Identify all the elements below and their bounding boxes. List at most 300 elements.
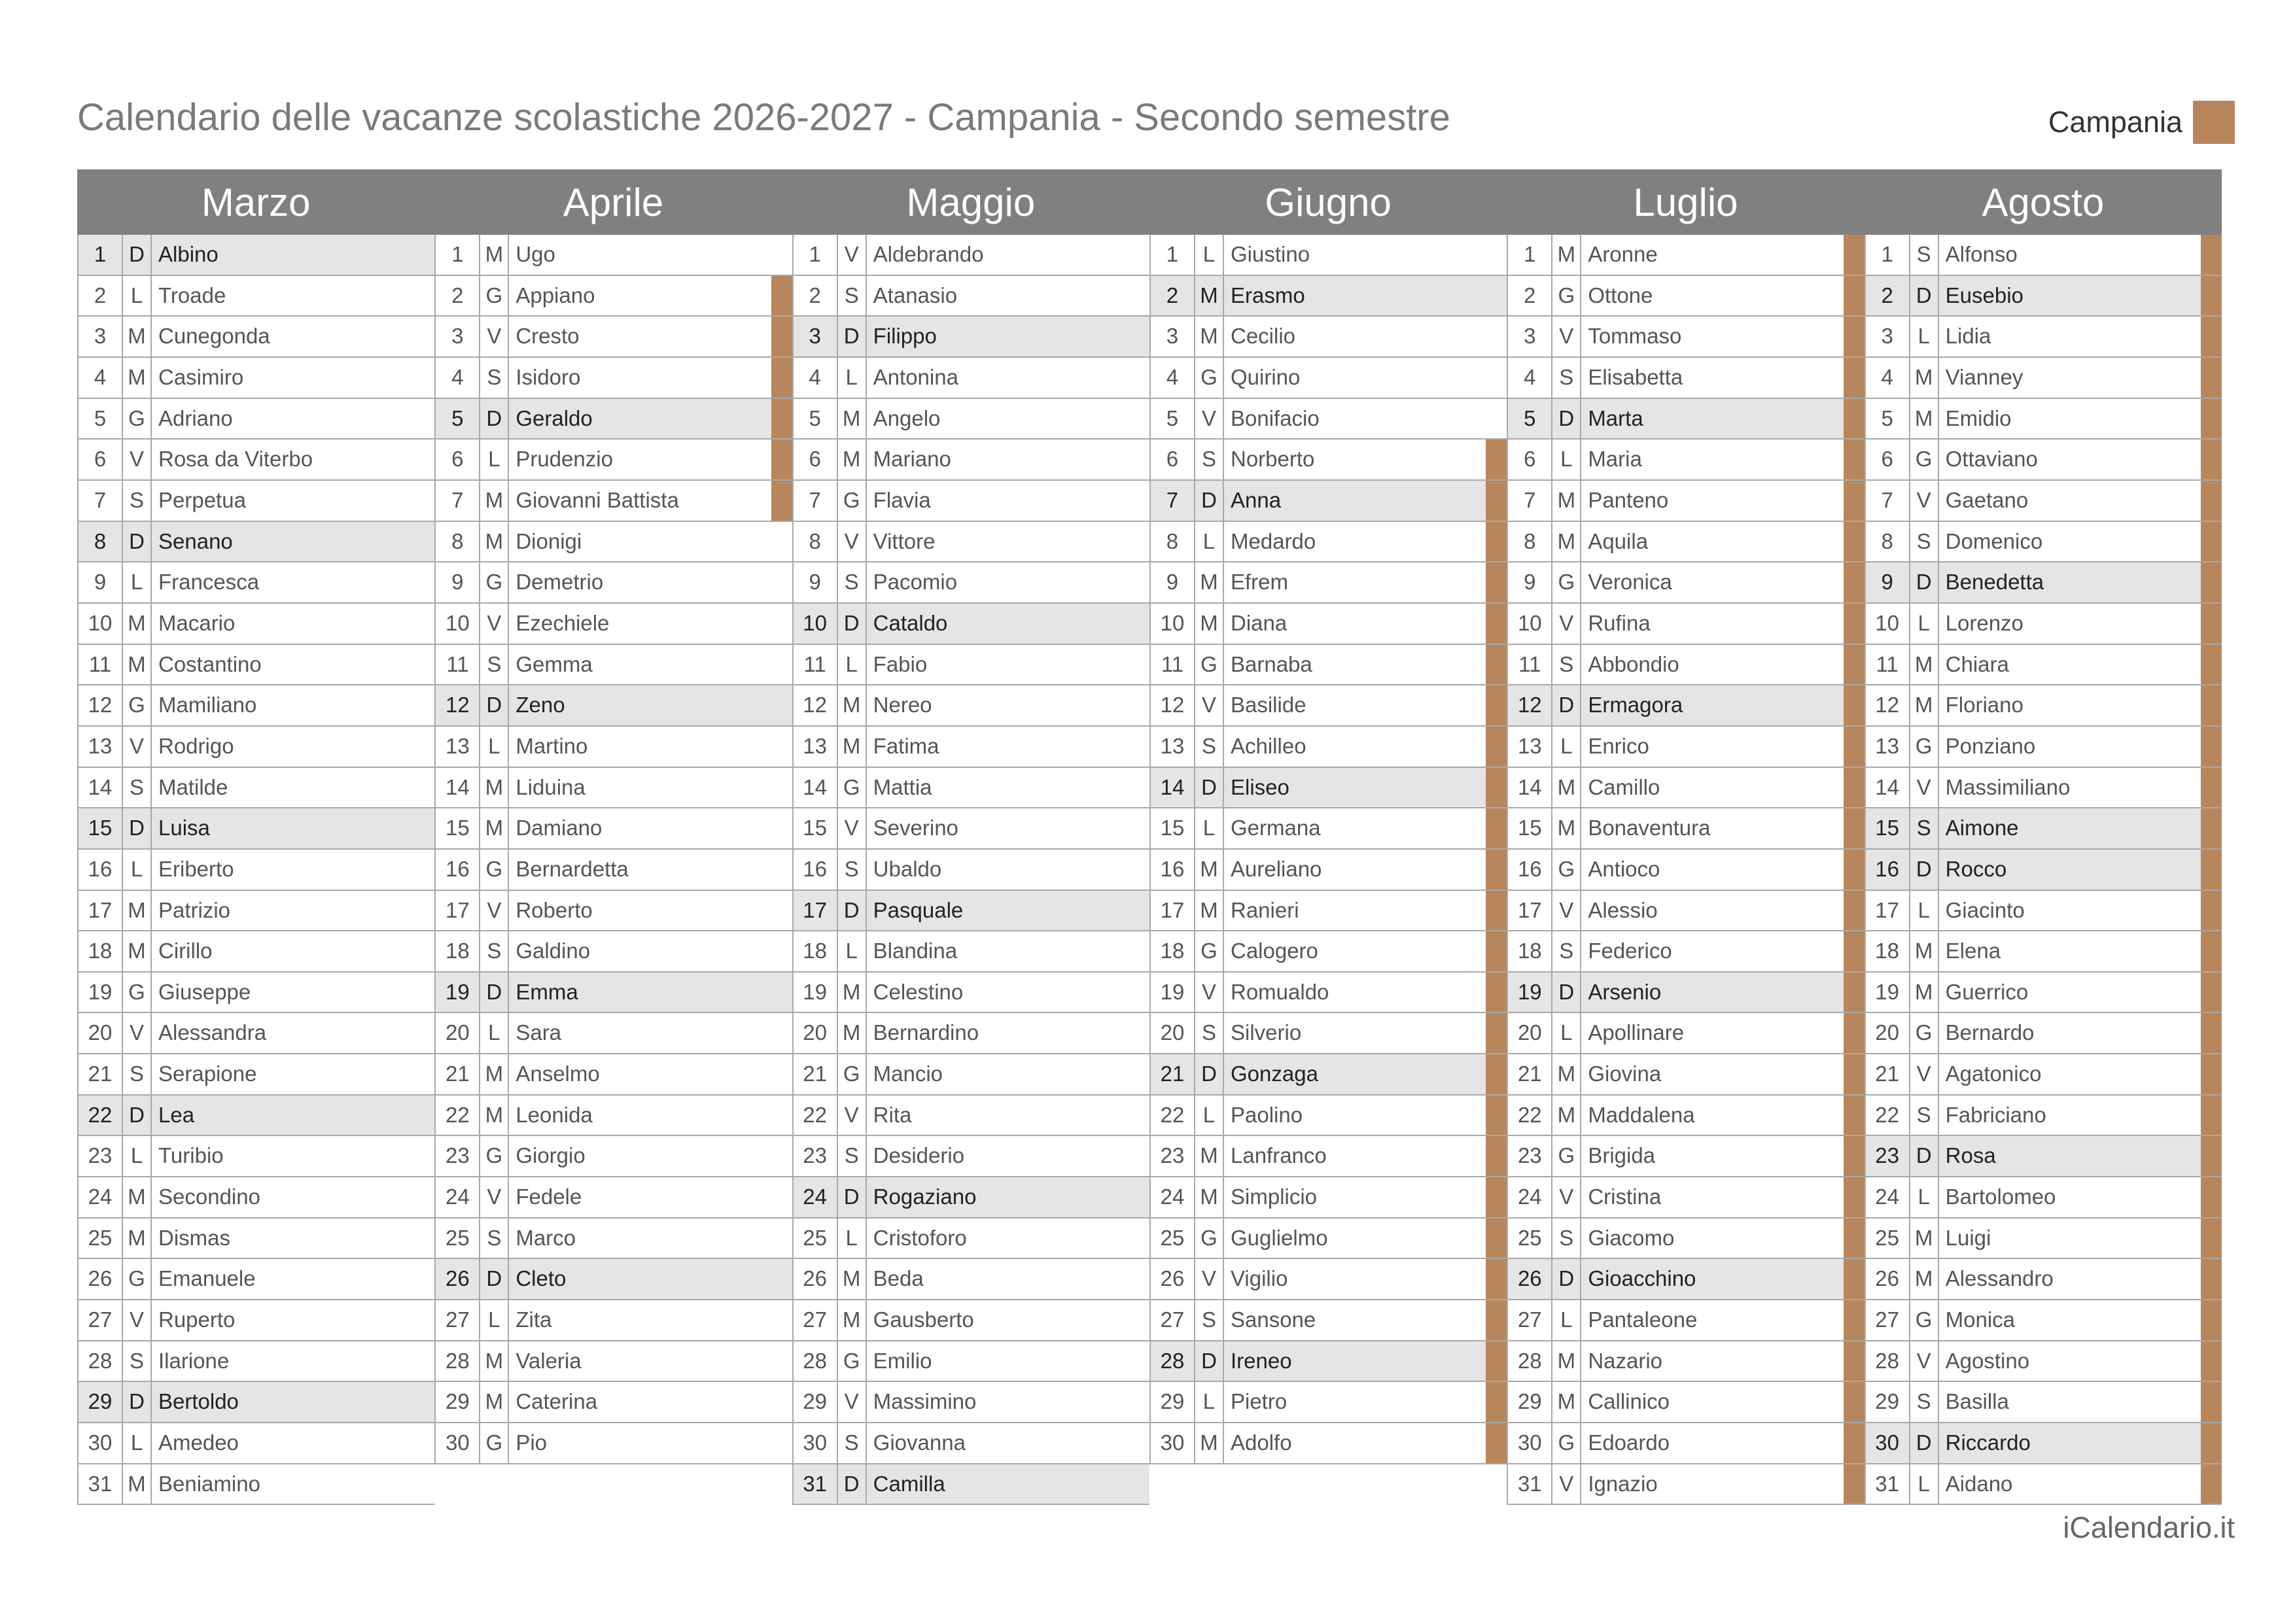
holiday-marker xyxy=(413,562,434,602)
day-of-week: M xyxy=(479,235,508,275)
holiday-marker xyxy=(771,481,792,521)
saint-name: Domenico xyxy=(1938,522,2201,562)
day-row xyxy=(79,1096,434,1137)
day-row xyxy=(436,891,792,932)
day-of-week: D xyxy=(1909,850,1938,890)
day-number: 9 xyxy=(1166,570,1179,595)
saint-name: Calogero xyxy=(1223,931,1486,971)
day-row xyxy=(1151,1096,1507,1137)
day-number: 30 xyxy=(803,1430,828,1455)
day-of-week: D xyxy=(479,1259,508,1299)
holiday-marker xyxy=(771,562,792,602)
holiday-marker xyxy=(1486,317,1507,356)
holiday-marker xyxy=(1844,1464,1865,1504)
day-number: 4 xyxy=(1524,364,1536,389)
saint-name: Abbondio xyxy=(1580,645,1843,685)
saint-name: Mancio xyxy=(866,1054,1129,1094)
day-of-week: V xyxy=(479,604,508,644)
day-row xyxy=(1866,645,2222,686)
holiday-marker xyxy=(413,1300,434,1340)
holiday-marker xyxy=(413,973,434,1012)
day-number: 7 xyxy=(1166,487,1179,512)
day-row xyxy=(1151,685,1507,727)
day-row xyxy=(1508,973,1864,1014)
holiday-marker xyxy=(771,808,792,848)
day-number: 26 xyxy=(1160,1266,1185,1291)
day-number: 1 xyxy=(94,242,107,266)
day-row xyxy=(1151,891,1507,932)
saint-name: Patrizio xyxy=(150,891,413,931)
holiday-marker xyxy=(2201,808,2222,848)
day-row xyxy=(1151,440,1507,481)
day-number: 24 xyxy=(445,1184,470,1209)
day-row xyxy=(1866,440,2222,481)
day-of-week: G xyxy=(1909,1013,1938,1053)
holiday-marker xyxy=(2201,1096,2222,1135)
day-of-week: M xyxy=(1551,522,1580,562)
holiday-marker xyxy=(1844,481,1865,521)
day-row xyxy=(436,1013,792,1054)
saint-name: Tommaso xyxy=(1580,317,1843,356)
day-number: 12 xyxy=(803,693,828,717)
day-of-week: M xyxy=(1551,808,1580,848)
holiday-marker xyxy=(413,440,434,479)
day-of-week: L xyxy=(479,1300,508,1340)
day-of-week: D xyxy=(1551,399,1580,439)
holiday-marker xyxy=(1129,891,1149,931)
holiday-marker xyxy=(1129,562,1149,602)
day-of-week: G xyxy=(122,685,150,725)
day-number: 24 xyxy=(1517,1184,1542,1209)
day-of-week: S xyxy=(1194,440,1223,479)
saint-name: Rosa xyxy=(1938,1136,2201,1176)
holiday-marker xyxy=(1486,850,1507,890)
day-of-week: D xyxy=(837,891,866,931)
day-of-week: M xyxy=(122,891,150,931)
saint-name: Fatima xyxy=(866,727,1129,767)
holiday-marker xyxy=(1844,1341,1865,1381)
day-number: 24 xyxy=(88,1184,113,1209)
day-row xyxy=(79,1218,434,1260)
holiday-marker xyxy=(1844,1218,1865,1258)
saint-name: Mattia xyxy=(866,768,1129,808)
day-number: 17 xyxy=(1875,897,1899,922)
day-of-week: M xyxy=(1194,317,1223,356)
day-row xyxy=(794,1423,1149,1464)
saint-name: Zeno xyxy=(508,685,771,725)
day-row xyxy=(436,1382,792,1423)
saint-name: Camillo xyxy=(1580,768,1843,808)
month-header: Marzo xyxy=(77,169,434,235)
day-number: 31 xyxy=(803,1471,828,1496)
day-row xyxy=(436,1054,792,1096)
day-list xyxy=(1865,235,2222,1505)
day-row xyxy=(1866,973,2222,1014)
day-row xyxy=(436,850,792,891)
day-row xyxy=(1508,399,1864,440)
saint-name: Lanfranco xyxy=(1223,1136,1486,1176)
holiday-marker xyxy=(413,317,434,356)
saint-name: Simplicio xyxy=(1223,1177,1486,1217)
day-list xyxy=(1507,235,1864,1505)
day-of-week: S xyxy=(837,1423,866,1463)
day-row xyxy=(1508,1382,1864,1423)
saint-name: Alfonso xyxy=(1938,235,2201,275)
saint-name: Troade xyxy=(150,276,413,316)
saint-name: Elena xyxy=(1938,931,2201,971)
day-row xyxy=(1151,562,1507,604)
day-of-week: M xyxy=(1909,1259,1938,1299)
day-row xyxy=(79,1341,434,1383)
day-of-week: M xyxy=(479,768,508,808)
day-of-week: G xyxy=(122,973,150,1012)
day-of-week: L xyxy=(1909,1464,1938,1504)
day-row xyxy=(1508,276,1864,317)
day-row xyxy=(1151,1054,1507,1096)
saint-name: Silverio xyxy=(1223,1013,1486,1053)
day-of-week: G xyxy=(837,768,866,808)
saint-name: Liduina xyxy=(508,768,771,808)
day-number: 18 xyxy=(445,939,470,963)
day-of-week: L xyxy=(122,562,150,602)
holiday-marker xyxy=(771,850,792,890)
day-row xyxy=(794,1300,1149,1341)
day-row xyxy=(1866,1259,2222,1300)
saint-name: Angelo xyxy=(866,399,1129,439)
holiday-marker xyxy=(2201,645,2222,685)
holiday-marker xyxy=(1486,522,1507,562)
day-number: 15 xyxy=(88,816,113,840)
holiday-marker xyxy=(1844,1054,1865,1094)
saint-name: Benedetta xyxy=(1938,562,2201,602)
day-row xyxy=(436,276,792,317)
day-number: 28 xyxy=(803,1348,828,1373)
saint-name: Rufina xyxy=(1580,604,1843,644)
day-of-week: M xyxy=(1909,685,1938,725)
day-of-week: D xyxy=(479,685,508,725)
day-number: 5 xyxy=(809,406,821,430)
day-row xyxy=(79,604,434,645)
holiday-marker xyxy=(413,727,434,767)
saint-name: Apollinare xyxy=(1580,1013,1843,1053)
holiday-marker xyxy=(771,1218,792,1258)
holiday-marker xyxy=(1129,1054,1149,1094)
day-of-week: D xyxy=(479,399,508,439)
day-number: 31 xyxy=(1517,1471,1542,1496)
day-row xyxy=(1151,1259,1507,1300)
saint-name: Monica xyxy=(1938,1300,2201,1340)
day-row xyxy=(436,727,792,768)
legend-label: Campania xyxy=(2048,105,2182,139)
day-row xyxy=(794,645,1149,686)
day-row xyxy=(79,358,434,399)
holiday-marker xyxy=(1844,1013,1865,1053)
day-number: 1 xyxy=(1524,242,1536,266)
day-row xyxy=(436,604,792,645)
day-number: 13 xyxy=(803,733,828,758)
saint-name: Nazario xyxy=(1580,1341,1843,1381)
day-number: 22 xyxy=(445,1102,470,1127)
holiday-marker xyxy=(2201,891,2222,931)
day-row xyxy=(1151,973,1507,1014)
day-of-week: S xyxy=(1194,727,1223,767)
saint-name: Eriberto xyxy=(150,850,413,890)
day-row xyxy=(1151,931,1507,973)
day-row xyxy=(1508,1013,1864,1054)
saint-name: Alessandro xyxy=(1938,1259,2201,1299)
saint-name: Amedeo xyxy=(150,1423,413,1463)
saint-name: Arsenio xyxy=(1580,973,1843,1012)
holiday-marker xyxy=(771,276,792,316)
day-number: 18 xyxy=(803,939,828,963)
day-of-week: G xyxy=(1194,645,1223,685)
day-number: 12 xyxy=(1517,693,1542,717)
holiday-marker xyxy=(1844,604,1865,644)
saint-name: Callinico xyxy=(1580,1382,1843,1422)
day-number: 1 xyxy=(1166,242,1179,266)
day-of-week: G xyxy=(122,399,150,439)
holiday-marker xyxy=(1486,1300,1507,1340)
day-of-week: S xyxy=(479,645,508,685)
day-of-week: V xyxy=(837,522,866,562)
day-number: 22 xyxy=(803,1102,828,1127)
day-number: 14 xyxy=(1517,774,1542,799)
saint-name: Fabio xyxy=(866,645,1129,685)
day-number: 8 xyxy=(451,528,464,553)
holiday-marker xyxy=(413,768,434,808)
holiday-marker xyxy=(2201,685,2222,725)
day-of-week: V xyxy=(122,727,150,767)
day-of-week: M xyxy=(479,1054,508,1094)
day-number: 23 xyxy=(1517,1143,1542,1168)
day-row xyxy=(436,562,792,604)
day-of-week: V xyxy=(1551,1177,1580,1217)
saint-name: Germana xyxy=(1223,808,1486,848)
day-number: 3 xyxy=(809,324,821,349)
holiday-marker xyxy=(413,931,434,971)
day-of-week: L xyxy=(122,850,150,890)
holiday-marker xyxy=(2201,931,2222,971)
day-row xyxy=(1508,440,1864,481)
day-number: 24 xyxy=(1875,1184,1899,1209)
holiday-marker xyxy=(2201,276,2222,316)
day-number: 28 xyxy=(1875,1348,1899,1373)
holiday-marker xyxy=(1486,1136,1507,1176)
day-of-week: L xyxy=(1551,1013,1580,1053)
saint-name: Emanuele xyxy=(150,1259,413,1299)
saint-name: Giovanna xyxy=(866,1423,1129,1463)
saint-name: Floriano xyxy=(1938,685,2201,725)
holiday-marker xyxy=(2201,440,2222,479)
day-row xyxy=(1866,235,2222,276)
saint-name: Cleto xyxy=(508,1259,771,1299)
holiday-marker xyxy=(413,399,434,439)
saint-name: Casimiro xyxy=(150,358,413,398)
day-of-week: S xyxy=(1909,808,1938,848)
holiday-marker xyxy=(1486,931,1507,971)
day-of-week: M xyxy=(1194,850,1223,890)
day-of-week: M xyxy=(1551,768,1580,808)
day-number: 28 xyxy=(1517,1348,1542,1373)
day-row xyxy=(794,522,1149,563)
holiday-marker xyxy=(771,235,792,275)
day-number: 25 xyxy=(803,1225,828,1250)
saint-name: Valeria xyxy=(508,1341,771,1381)
day-list xyxy=(1149,235,1507,1464)
saint-name: Pietro xyxy=(1223,1382,1486,1422)
holiday-marker xyxy=(1129,358,1149,398)
day-row xyxy=(794,562,1149,604)
day-row xyxy=(436,1096,792,1137)
saint-name: Ugo xyxy=(508,235,771,275)
day-number: 4 xyxy=(1166,364,1179,389)
day-row xyxy=(1866,768,2222,809)
saint-name: Rocco xyxy=(1938,850,2201,890)
day-of-week: D xyxy=(1909,1136,1938,1176)
holiday-marker xyxy=(1129,973,1149,1012)
day-row xyxy=(1151,727,1507,768)
saint-name: Filippo xyxy=(866,317,1129,356)
day-of-week: V xyxy=(1551,1464,1580,1504)
day-number: 18 xyxy=(88,939,113,963)
day-row xyxy=(79,399,434,440)
saint-name: Luigi xyxy=(1938,1218,2201,1258)
holiday-marker xyxy=(413,808,434,848)
saint-name: Bernardino xyxy=(866,1013,1129,1053)
holiday-marker xyxy=(1486,973,1507,1012)
day-number: 23 xyxy=(445,1143,470,1168)
day-row xyxy=(79,1013,434,1054)
day-number: 7 xyxy=(1881,487,1893,512)
saint-name: Giacomo xyxy=(1580,1218,1843,1258)
holiday-marker xyxy=(1844,1136,1865,1176)
holiday-marker xyxy=(2201,1218,2222,1258)
day-row xyxy=(79,481,434,522)
day-row xyxy=(1866,317,2222,358)
day-row xyxy=(794,235,1149,276)
saint-name: Eusebio xyxy=(1938,276,2201,316)
saint-name: Cunegonda xyxy=(150,317,413,356)
saint-name: Fedele xyxy=(508,1177,771,1217)
day-number: 17 xyxy=(1517,897,1542,922)
day-number: 20 xyxy=(803,1020,828,1045)
day-number: 30 xyxy=(88,1430,113,1455)
day-of-week: D xyxy=(122,1382,150,1422)
day-of-week: D xyxy=(1909,276,1938,316)
day-list xyxy=(77,235,434,1505)
saint-name: Demetrio xyxy=(508,562,771,602)
holiday-marker xyxy=(1486,1218,1507,1258)
day-row xyxy=(1866,931,2222,973)
holiday-marker xyxy=(1844,1177,1865,1217)
day-of-week: S xyxy=(1551,931,1580,971)
holiday-marker xyxy=(413,1013,434,1053)
day-number: 18 xyxy=(1160,939,1185,963)
holiday-marker xyxy=(1844,685,1865,725)
day-number: 15 xyxy=(1875,816,1899,840)
day-row xyxy=(1508,317,1864,358)
saint-name: Ermagora xyxy=(1580,685,1843,725)
day-number: 27 xyxy=(445,1307,470,1332)
holiday-marker xyxy=(1129,1382,1149,1422)
day-number: 4 xyxy=(451,364,464,389)
holiday-marker xyxy=(413,850,434,890)
day-of-week: G xyxy=(479,1136,508,1176)
day-row xyxy=(794,440,1149,481)
day-row xyxy=(1151,808,1507,850)
day-row xyxy=(436,399,792,440)
day-number: 28 xyxy=(1160,1348,1185,1373)
day-number: 30 xyxy=(1517,1430,1542,1455)
day-of-week: L xyxy=(837,931,866,971)
day-number: 17 xyxy=(803,897,828,922)
day-of-week: M xyxy=(1551,1341,1580,1381)
day-row xyxy=(1866,1096,2222,1137)
day-number: 23 xyxy=(1875,1143,1899,1168)
holiday-marker xyxy=(1844,645,1865,685)
saint-name: Ezechiele xyxy=(508,604,771,644)
day-of-week: L xyxy=(1194,808,1223,848)
day-row xyxy=(794,358,1149,399)
month-header: Luglio xyxy=(1507,169,1864,235)
day-of-week: M xyxy=(1551,1382,1580,1422)
day-of-week: G xyxy=(1194,931,1223,971)
day-number: 19 xyxy=(445,979,470,1004)
holiday-marker xyxy=(771,973,792,1012)
day-row xyxy=(436,808,792,850)
saint-name: Pasquale xyxy=(866,891,1129,931)
day-row xyxy=(1866,276,2222,317)
day-row xyxy=(79,522,434,563)
day-of-week: M xyxy=(122,1177,150,1217)
holiday-marker xyxy=(1844,276,1865,316)
month-header: Giugno xyxy=(1149,169,1507,235)
day-of-week: S xyxy=(479,931,508,971)
day-row xyxy=(1866,522,2222,563)
month-header: Aprile xyxy=(434,169,792,235)
saint-name: Cresto xyxy=(508,317,771,356)
day-number: 9 xyxy=(1524,570,1536,595)
day-number: 14 xyxy=(803,774,828,799)
holiday-marker xyxy=(771,1300,792,1340)
day-number: 13 xyxy=(1875,733,1899,758)
footer-brand[interactable]: iCalendario.it xyxy=(2063,1511,2235,1544)
holiday-marker xyxy=(413,1136,434,1176)
day-row xyxy=(1866,727,2222,768)
holiday-marker xyxy=(2201,1341,2222,1381)
day-number: 9 xyxy=(451,570,464,595)
holiday-marker xyxy=(771,1054,792,1094)
saint-name: Nereo xyxy=(866,685,1129,725)
saint-name: Erasmo xyxy=(1223,276,1486,316)
day-of-week: M xyxy=(837,685,866,725)
holiday-marker xyxy=(1486,808,1507,848)
day-number: 14 xyxy=(1160,774,1185,799)
holiday-marker xyxy=(413,1218,434,1258)
holiday-marker xyxy=(1129,1218,1149,1258)
day-of-week: D xyxy=(837,1464,866,1504)
day-of-week: G xyxy=(1551,562,1580,602)
day-number: 26 xyxy=(1517,1266,1542,1291)
saint-name: Lorenzo xyxy=(1938,604,2201,644)
day-row xyxy=(1508,235,1864,276)
day-row xyxy=(1508,1177,1864,1218)
holiday-marker xyxy=(1486,685,1507,725)
day-row xyxy=(794,317,1149,358)
saint-name: Francesca xyxy=(150,562,413,602)
day-row xyxy=(1508,768,1864,809)
month-header: Agosto xyxy=(1865,169,2222,235)
